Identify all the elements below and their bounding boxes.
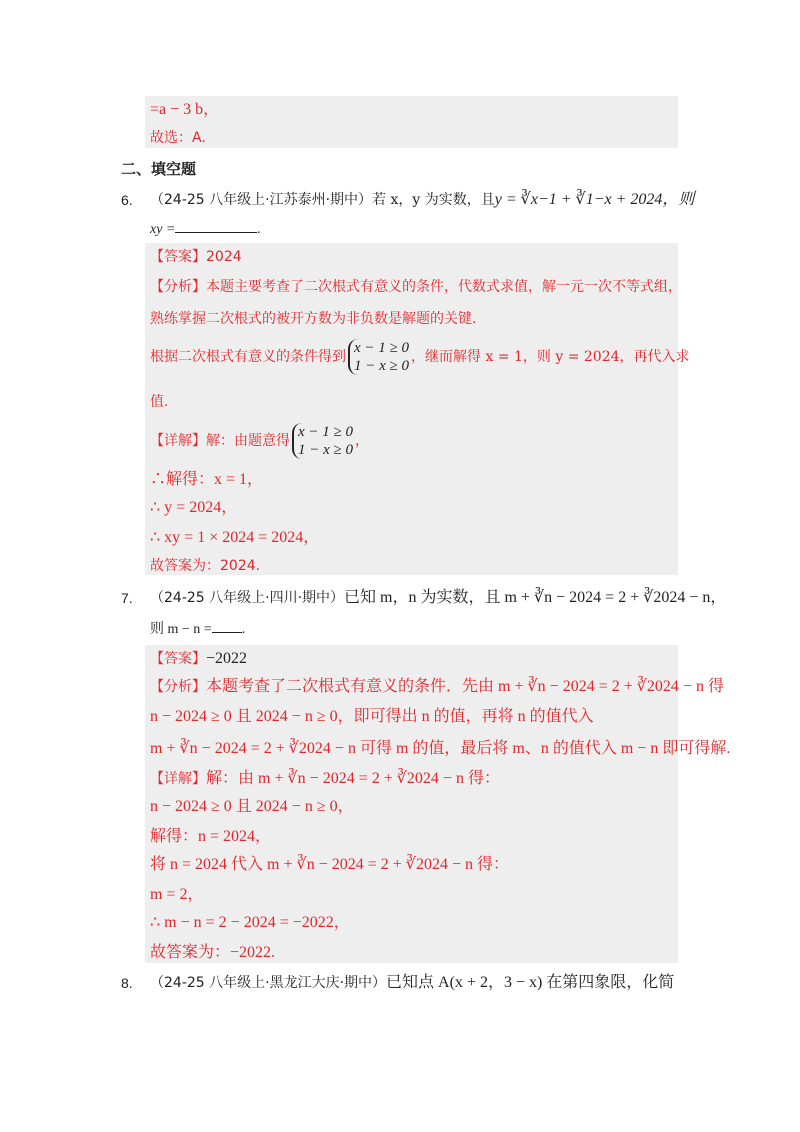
q6-answer: [150, 247, 242, 267]
q7-step-4: m = 2，: [150, 886, 204, 903]
q6-sys-row-1: x − 1 ≥ 0: [354, 340, 410, 356]
q6-inequality-system: [348, 339, 409, 375]
q6-analysis-1: [150, 277, 682, 297]
q6-detail: [150, 422, 369, 460]
q7-analysis-3: m + ∛n − 2024 = 2 + ∛2024 − n 可得 m 的值，最后将 m、n 的值代入 m − n 即可得解.: [150, 740, 731, 757]
q6-analysis-3-pre: 根据二次根式有意义的条件得到: [150, 349, 346, 365]
q7-final: 故答案为：−2022.: [150, 944, 276, 961]
q6-step-2: ∴ y = 2024，: [150, 499, 238, 516]
q6-analysis-2: 熟练掌握二次根式的被开方数为非负数是解题的关键.: [150, 311, 477, 327]
q6-source: （24-25 八年级上·江苏泰州·期中）: [150, 192, 373, 208]
q6-detail-system: [292, 423, 353, 459]
q7-analysis-text-1: 本题考查了二次根式有意义的条件．先由 m + ∛n − 2024 = 2 + ∛2024 − n 得: [206, 678, 724, 695]
q7-detail-text: 解：由 m + ∛n − 2024 = 2 + ∛2024 − n 得：: [206, 770, 500, 787]
q6-final: 故答案为：2024.: [150, 558, 261, 574]
prev-line-1: =a − 3 b，: [150, 101, 220, 118]
q8-stem-text: 已知点 A(x + 2，3 − x) 在第四象限，化简: [386, 974, 675, 991]
q7-answer-value: −2022: [206, 650, 248, 667]
q7-stem: [150, 588, 726, 608]
q6-sys-row-2: 1 − x ≥ 0: [354, 358, 410, 374]
q7-detail: [150, 769, 500, 789]
section-heading: 二、填空题: [121, 160, 197, 178]
q6-step-1: ∴解得：x = 1，: [150, 471, 264, 488]
q6-detail-sys-row-2: 1 − x ≥ 0: [298, 442, 354, 458]
q6-period: .: [257, 222, 261, 237]
prev-answer-block: [145, 96, 678, 148]
q7-source: （24-25 八年级上·四川·期中）: [150, 590, 345, 606]
q7-answer: [150, 649, 247, 669]
q6-detail-label: 【详解】: [150, 433, 206, 449]
q7-step-2: 解得：n = 2024，: [150, 828, 272, 845]
q7-detail-label: 【详解】: [150, 771, 206, 787]
q6-analysis-3: [150, 338, 690, 376]
q7-analysis-2: n − 2024 ≥ 0 且 2024 − n ≥ 0，即可得出 n 的值，再将 n 的值代入: [150, 708, 594, 725]
q7-answer-label: 【答案】: [150, 651, 206, 667]
q6-line2: [150, 218, 261, 240]
q8-number: 8.: [121, 975, 133, 991]
q7-step-3: 将 n = 2024 代入 m + ∛n − 2024 = 2 + ∛2024 − n 得：: [150, 856, 509, 873]
q7-blank: [212, 618, 242, 633]
q6-detail-post: ，: [355, 433, 370, 449]
q7-step-5: ∴ m − n = 2 − 2024 = −2022，: [150, 914, 350, 931]
q7-number: 7.: [121, 590, 133, 606]
q7-analysis-label: 【分析】: [150, 679, 206, 695]
q7-stem-text: 已知 m，n 为实数，且 m + ∛n − 2024 = 2 + ∛2024 − n，: [344, 589, 727, 606]
q6-analysis-text-1: 本题主要考查了二次根式有意义的条件，代数式求值，解一元一次不等式组，: [206, 279, 682, 295]
q6-detail-sys-row-1: x − 1 ≥ 0: [298, 424, 354, 440]
q6-stem: [150, 190, 694, 210]
q6-equation: y = ∛x−1 + ∛1−x + 2024，则: [494, 191, 695, 208]
q6-answer-value: 2024: [206, 249, 242, 265]
q6-analysis-3-post: ，继而解得 x = 1，则 y = 2024，再代入求: [411, 349, 690, 365]
q6-xy: xy =: [150, 222, 176, 237]
q6-step-3: ∴ xy = 1 × 2024 = 2024，: [150, 529, 320, 546]
q6-number: 6.: [121, 192, 133, 208]
q6-answer-label: 【答案】: [150, 249, 206, 265]
q7-step-1: n − 2024 ≥ 0 且 2024 − n ≥ 0，: [150, 798, 354, 815]
q8-source: （24-25 八年级上·黑龙江大庆·期中）: [150, 975, 387, 991]
q6-detail-pre: 解：由题意得: [206, 433, 290, 449]
q6-stem-a: 若 x，y 为实数，且: [372, 192, 495, 208]
q7-line2: [150, 618, 245, 640]
prev-line-2: 故选：A.: [150, 130, 206, 146]
q6-analysis-4: 值.: [150, 394, 169, 410]
q6-analysis-label: 【分析】: [150, 279, 206, 295]
q7-analysis-1: [150, 677, 724, 697]
q6-blank: [175, 218, 257, 233]
q7-line2-pre: 则 m − n =: [150, 622, 212, 637]
q7-period: .: [241, 622, 246, 637]
q8-stem: [150, 973, 674, 993]
